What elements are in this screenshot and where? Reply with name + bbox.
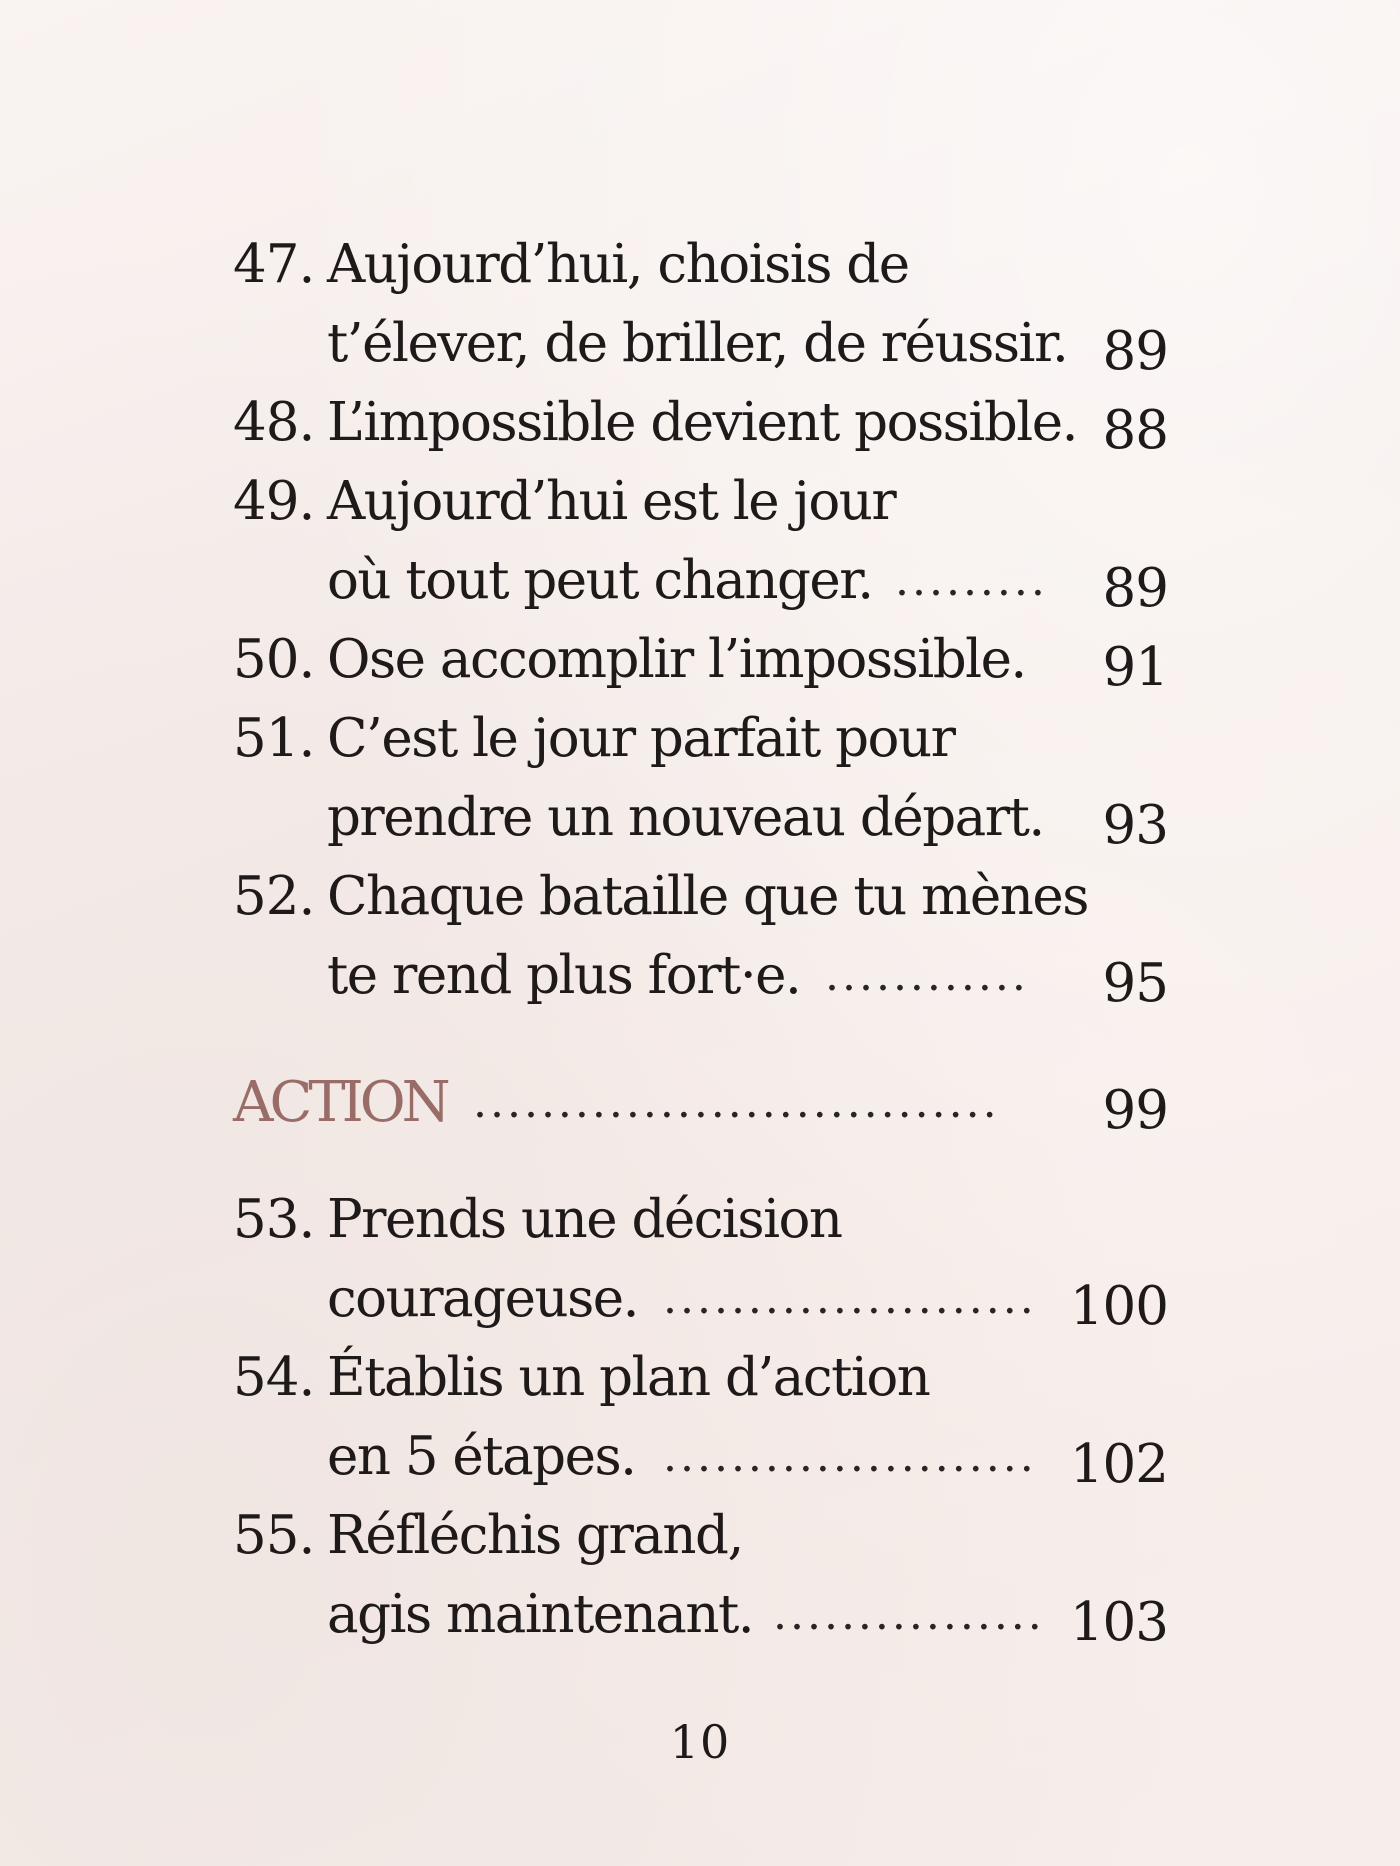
entry-title-continued: prendre un nouveau départ. [327, 787, 1044, 848]
entry-page-number: 88 [1102, 400, 1168, 461]
toc-entry-48 [233, 383, 1168, 462]
toc-entry-53-line-1 [233, 1180, 1168, 1259]
toc-entry-52-line-1 [233, 857, 1168, 936]
toc-entry-51-line-1 [233, 699, 1168, 778]
section-heading-action [233, 1063, 1168, 1142]
entry-page-number: 93 [1102, 795, 1168, 856]
entry-page-number: 95 [1102, 953, 1168, 1014]
toc-entry-52-line-2 [233, 936, 1168, 1015]
toc-entry-55-line-2 [233, 1575, 1168, 1654]
toc-entry-54-line-2 [233, 1417, 1168, 1496]
toc-entry-47-line-1 [233, 225, 1168, 304]
entry-page-number: 89 [1102, 321, 1168, 382]
entry-number: 53. [233, 1189, 315, 1250]
toc-entry-51-line-2 [233, 778, 1168, 857]
toc-entry-47-line-2 [233, 304, 1168, 383]
dot-leader: ............ [825, 950, 1029, 1001]
dot-leader: ......... [895, 555, 1048, 606]
section-title: ACTION [233, 1070, 447, 1135]
toc-entry-54-line-1 [233, 1338, 1168, 1417]
entry-title-continued: agis maintenant. [327, 1584, 754, 1645]
dot-leader: ...................... [663, 1273, 1037, 1324]
entry-title-continued: courageuse. [327, 1268, 638, 1329]
entry-title-continued: en 5 étapes. [327, 1426, 636, 1487]
toc-entry-55-line-1 [233, 1496, 1168, 1575]
entry-number: 49. [233, 471, 315, 532]
entry-number: 54. [233, 1347, 315, 1408]
entry-page-number: 103 [1069, 1592, 1168, 1653]
entry-number: 52. [233, 866, 315, 927]
entry-number: 48. [233, 392, 315, 453]
entry-title-continued: où tout peut changer. [327, 550, 873, 611]
dot-leader: ................ [773, 1589, 1045, 1640]
toc-entry-49-line-2 [233, 541, 1168, 620]
entry-title: Aujourd’hui, choisis de [327, 234, 909, 295]
entry-title-continued: te rend plus fort·e. [327, 945, 801, 1006]
entry-page-number: 102 [1069, 1434, 1168, 1495]
entry-title-continued: t’élever, de briller, de réussir. [327, 313, 1068, 374]
entry-number: 51. [233, 708, 315, 769]
section-page-number: 99 [1102, 1080, 1168, 1141]
dot-leader: ...................... [663, 1431, 1037, 1482]
entry-title: Établis un plan d’action [327, 1347, 930, 1408]
entry-page-number: 100 [1069, 1276, 1168, 1337]
entry-number: 50. [233, 629, 315, 690]
entry-title: Aujourd’hui est le jour [327, 471, 896, 532]
toc-entry-49-line-1 [233, 462, 1168, 541]
toc-entry-50 [233, 620, 1168, 699]
entry-title: Chaque bataille que tu mènes [327, 866, 1088, 927]
entry-title: Réfléchis grand, [327, 1505, 743, 1566]
entry-number: 55. [233, 1505, 315, 1566]
toc-entry-53-line-2 [233, 1259, 1168, 1338]
dot-leader: ............................... [473, 1077, 1000, 1128]
entry-number: 47. [233, 234, 315, 295]
entry-title: C’est le jour parfait pour [327, 708, 955, 769]
entry-title: Ose accomplir l’impossible. [327, 629, 1026, 690]
entry-title: L’impossible devient possible. [327, 392, 1077, 453]
entry-title: Prends une décision [327, 1189, 842, 1250]
entry-page-number: 89 [1102, 558, 1168, 619]
table-of-contents [233, 225, 1168, 1654]
page-number-footer: 10 [669, 1715, 731, 1769]
entry-page-number: 91 [1102, 637, 1168, 698]
